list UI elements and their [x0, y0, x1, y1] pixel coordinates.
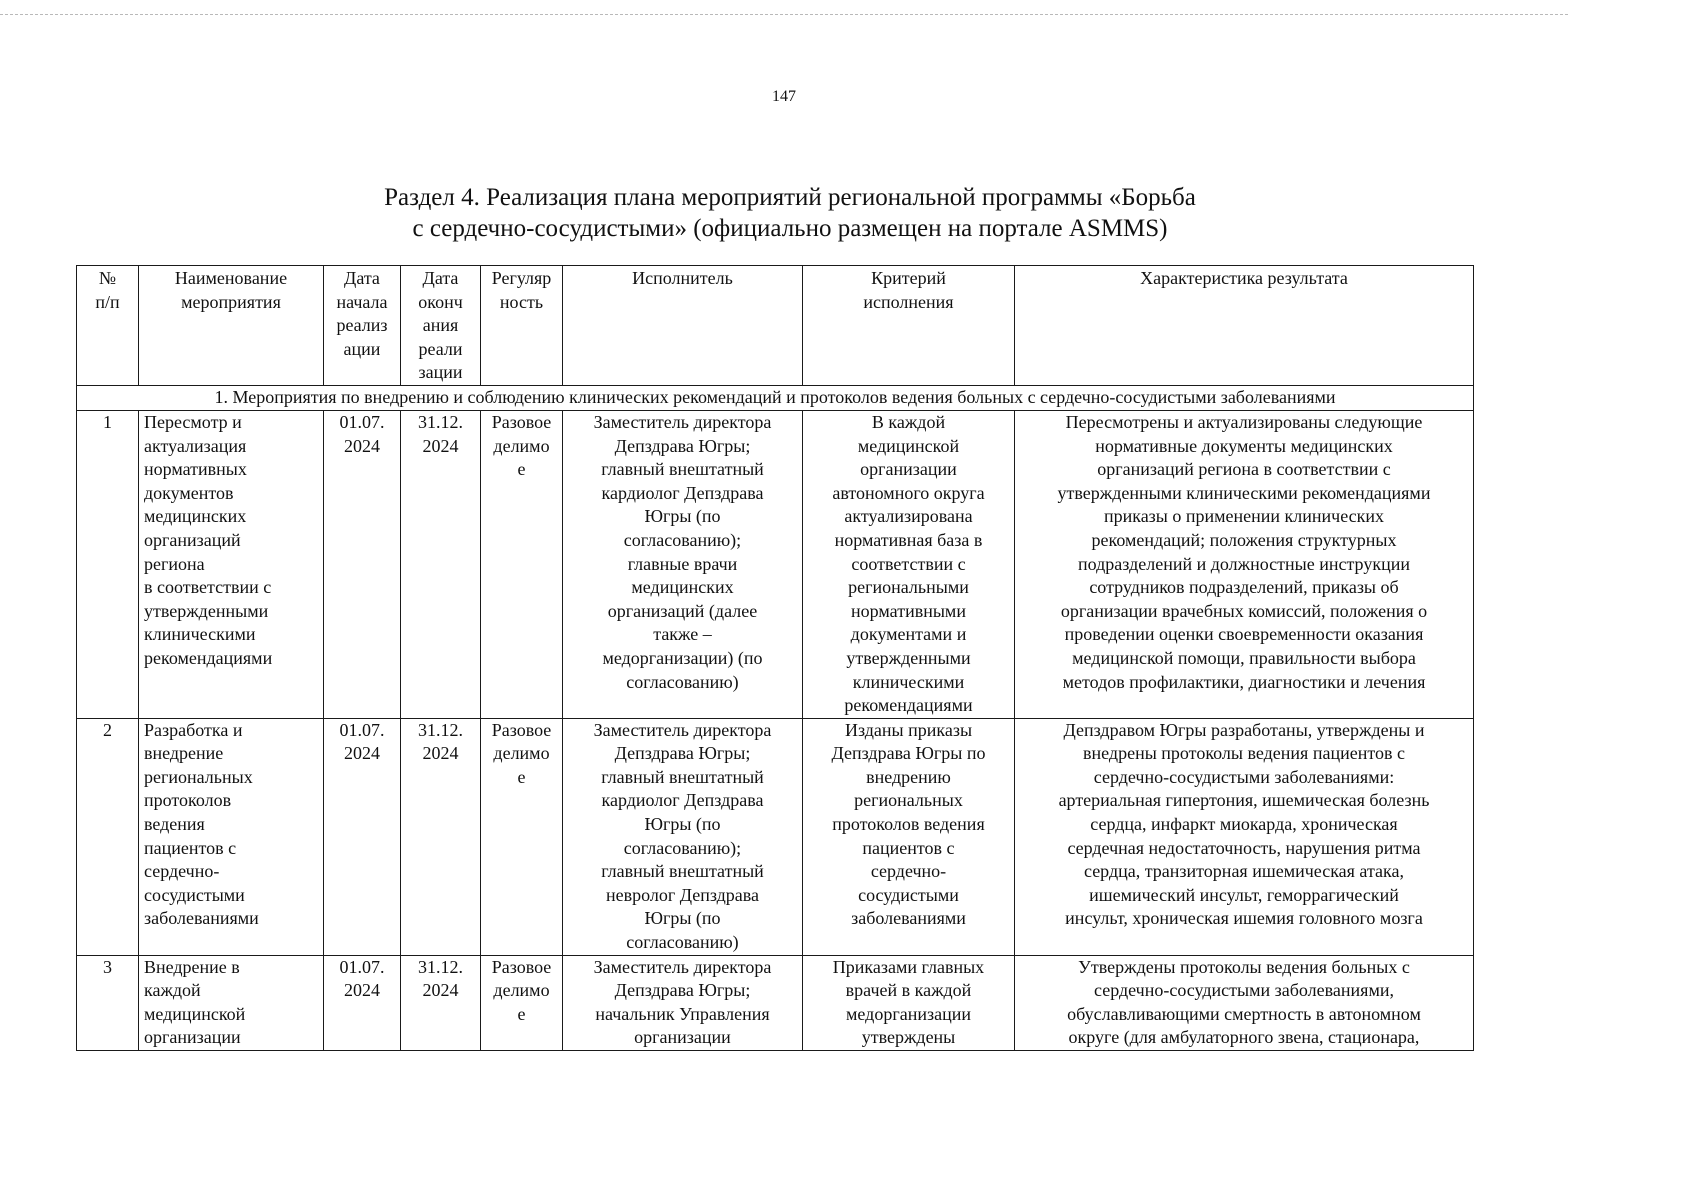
row-end-date: 31.12. 2024 [401, 410, 481, 718]
table-row [77, 955, 1474, 1050]
row-num: 1 [77, 410, 139, 718]
row-end-date: 31.12. 2024 [401, 718, 481, 955]
row-name: Разработка и внедрение региональных протоколов ведения пациентов с сердечно- сосудистыми заболеваниями [139, 718, 324, 955]
row-executor: Заместитель директора Депздрава Югры; главный внештатный кардиолог Депздрава Югры (по согласованию); главный внештатный невролог Депздрава Югры (по согласованию) [563, 718, 803, 955]
header-start-date: Дата начала реализ ации [324, 266, 401, 386]
row-start-date: 01.07. 2024 [324, 955, 401, 1050]
table-row [77, 410, 1474, 718]
row-result: Утверждены протоколы ведения больных с сердечно-сосудистыми заболеваниями, обуславливающими смертность в автономном округе (для амбулаторного звена, стационара, [1015, 955, 1474, 1050]
row-regularity: Разовое делимо е [481, 718, 563, 955]
row-name: Внедрение в каждой медицинской организации [139, 955, 324, 1050]
row-regularity: Разовое делимо е [481, 955, 563, 1050]
header-regularity: Регуляр ность [481, 266, 563, 386]
row-start-date: 01.07. 2024 [324, 410, 401, 718]
section-title-heading [200, 182, 1380, 244]
header-result: Характеристика результата [1015, 266, 1474, 386]
row-executor: Заместитель директора Депздрава Югры; начальник Управления организации [563, 955, 803, 1050]
row-num: 3 [77, 955, 139, 1050]
table-row [77, 718, 1474, 955]
row-end-date: 31.12. 2024 [401, 955, 481, 1050]
page-number: 147 [772, 88, 796, 105]
header-name: Наименование мероприятия [139, 266, 324, 386]
header-executor: Исполнитель [563, 266, 803, 386]
row-regularity: Разовое делимо е [481, 410, 563, 718]
title-line-1: Раздел 4. Реализация плана мероприятий региональной программы «Борьба [384, 184, 1196, 211]
row-result: Депздравом Югры разработаны, утверждены и внедрены протоколы ведения пациентов с сердечно-сосудистыми заболеваниями: артериальная гипертония, ишемическая болезнь сердца, инфаркт миокарда, хроническая сердечная недостаточность, нарушения ритма сердца, транзиторная ишемическая атака, ишемический инсульт, геморрагический инсульт, хроническая ишемия головного мозга [1015, 718, 1474, 955]
header-criterion: Критерий исполнения [803, 266, 1015, 386]
scan-artifact-line [0, 14, 1568, 15]
row-name: Пересмотр и актуализация нормативных документов медицинских организаций региона в соответствии с утвержденными клиническими рекомендациями [139, 410, 324, 718]
header-end-date: Дата оконч ания реали зации [401, 266, 481, 386]
table-section-row [77, 385, 1474, 410]
section-title: 1. Мероприятия по внедрению и соблюдению клинических рекомендаций и протоколов ведения больных с сердечно-сосудистыми заболеваниями [77, 385, 1474, 410]
row-executor: Заместитель директора Депздрава Югры; главный внештатный кардиолог Депздрава Югры (по согласованию); главные врачи медицинских организаций (далее также – медорганизации) (по согласованию) [563, 410, 803, 718]
header-num: № п/п [77, 266, 139, 386]
row-start-date: 01.07. 2024 [324, 718, 401, 955]
activities-table [76, 265, 1474, 1051]
table-header-row [77, 266, 1474, 386]
row-criterion: Приказами главных врачей в каждой медорганизации утверждены [803, 955, 1015, 1050]
row-num: 2 [77, 718, 139, 955]
title-line-2: с сердечно-сосудистыми» (официально размещен на портале ASMMS) [412, 215, 1168, 242]
row-criterion: Изданы приказы Депздрава Югры по внедрению региональных протоколов ведения пациентов с сердечно- сосудистыми заболеваниями [803, 718, 1015, 955]
row-criterion: В каждой медицинской организации автономного округа актуализирована нормативная база в соответствии с региональными нормативными документами и утвержденными клиническими рекомендациями [803, 410, 1015, 718]
row-result: Пересмотрены и актуализированы следующие нормативные документы медицинских организаций региона в соответствии с утвержденными клиническими рекомендациями приказы о применении клинических рекомендаций; положения структурных подразделений и должностные инструкции сотрудников подразделений, приказы об организации врачебных комиссий, положения о проведении оценки своевременности оказания медицинской помощи, правильности выбора методов профилактики, диагностики и лечения [1015, 410, 1474, 718]
